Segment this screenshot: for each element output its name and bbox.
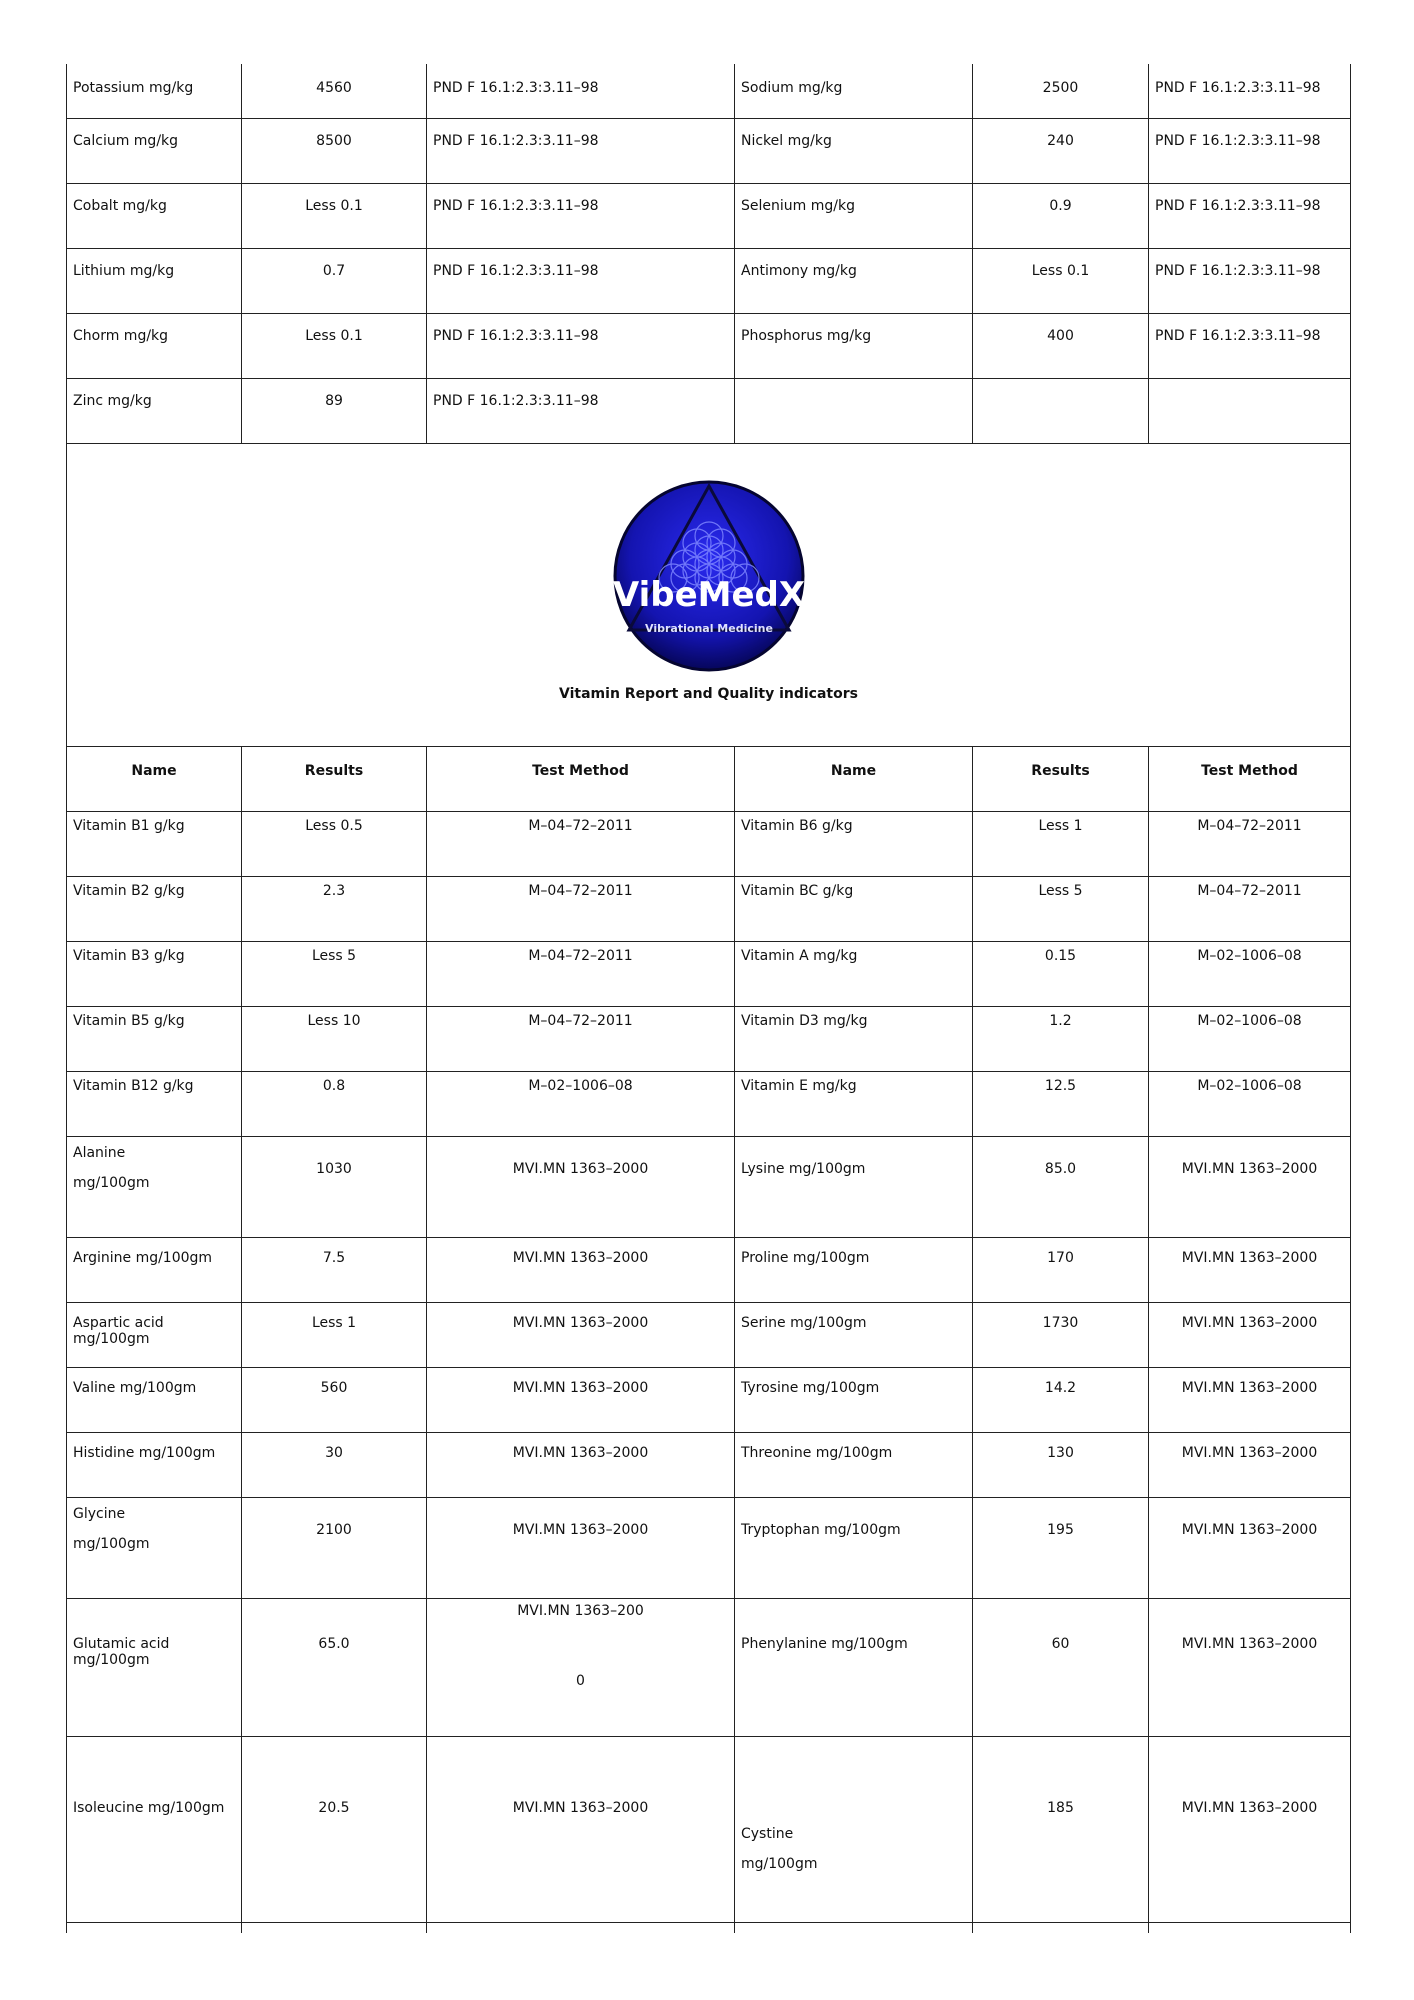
table-row <box>67 1136 1351 1237</box>
cell-result: 30 <box>242 1432 427 1497</box>
cell-method: PND F 16.1:2.3:3.11–98 <box>1149 64 1351 118</box>
amino-result: 185 <box>973 1736 1149 1922</box>
header-test-method: Test Method <box>1149 746 1351 811</box>
cell-method: MVI.MN 1363–2000 <box>1149 1432 1351 1497</box>
header-test-method: Test Method <box>427 746 735 811</box>
table-row <box>67 183 1351 248</box>
cell-method: M–02–1006–08 <box>427 1071 735 1136</box>
cell-name: Vitamin E mg/kg <box>735 1071 973 1136</box>
cell-method: M–02–1006–08 <box>1149 1071 1351 1136</box>
cell-method: M–04–72–2011 <box>427 1006 735 1071</box>
table-row <box>67 1432 1351 1497</box>
cell-method: MVI.MN 1363–2000 <box>427 1367 735 1432</box>
cell-result: 170 <box>973 1237 1149 1302</box>
cell-method: M–04–72–2011 <box>427 876 735 941</box>
cell-result: 130 <box>973 1432 1149 1497</box>
stub-cell <box>735 1922 973 1933</box>
cell-name: Calcium mg/kg <box>67 118 242 183</box>
amino-result: 65.0 <box>242 1598 427 1736</box>
amino-result: 195 <box>973 1497 1149 1598</box>
header-name: Name <box>67 746 242 811</box>
cell-method: MVI.MN 1363–2000 <box>427 1302 735 1367</box>
table-row <box>67 1071 1351 1136</box>
cell-method <box>1149 378 1351 443</box>
cell-result: Less 5 <box>242 941 427 1006</box>
cell-method: M–04–72–2011 <box>427 811 735 876</box>
cell-result: Less 1 <box>242 1302 427 1367</box>
amino-method: MVI.MN 1363–2000 <box>1149 1497 1351 1598</box>
cell-name: Vitamin B6 g/kg <box>735 811 973 876</box>
table-row <box>67 1598 1351 1736</box>
amino-method: MVI.MN 1363–2000 <box>1149 1136 1351 1237</box>
amino-table-body <box>67 1237 1351 1497</box>
stub-cell <box>67 1922 242 1933</box>
cell-result: 7.5 <box>242 1237 427 1302</box>
cell-name: Selenium mg/kg <box>735 183 973 248</box>
cell-name: Threonine mg/100gm <box>735 1432 973 1497</box>
amino-name: Tryptophan mg/100gm <box>735 1497 973 1598</box>
amino-name-cell <box>735 1736 973 1922</box>
table-row <box>67 1237 1351 1302</box>
cell-method: M–04–72–2011 <box>1149 876 1351 941</box>
cell-name: Lithium mg/kg <box>67 248 242 313</box>
cell-name <box>735 378 973 443</box>
cell-result: 0.7 <box>242 248 427 313</box>
cell-name: Valine mg/100gm <box>67 1367 242 1432</box>
cell-method: MVI.MN 1363–2000 <box>1149 1367 1351 1432</box>
amino-table-body <box>67 1136 1351 1237</box>
amino-name: Alanine <box>73 1144 126 1161</box>
amino-name: Lysine mg/100gm <box>735 1136 973 1237</box>
cell-name: Vitamin D3 mg/kg <box>735 1006 973 1071</box>
cell-result: 560 <box>242 1367 427 1432</box>
cell-result: 400 <box>973 313 1149 378</box>
cell-method: M–04–72–2011 <box>1149 811 1351 876</box>
cell-result: 4560 <box>242 64 427 118</box>
cell-name: Proline mg/100gm <box>735 1237 973 1302</box>
table-row <box>67 1497 1351 1598</box>
amino-result: 60 <box>973 1598 1149 1736</box>
logo-tagline-text: Vibrational Medicine <box>644 621 773 635</box>
cell-name: Vitamin B3 g/kg <box>67 941 242 1006</box>
cell-method: PND F 16.1:2.3:3.11–98 <box>427 313 735 378</box>
mineral-table-body <box>67 64 1351 443</box>
cell-result <box>973 378 1149 443</box>
cell-name: Vitamin B2 g/kg <box>67 876 242 941</box>
cell-name: Nickel mg/kg <box>735 118 973 183</box>
amino-method: MVI.MN 1363–2000 <box>427 1136 735 1237</box>
cell-method: MVI.MN 1363–2000 <box>427 1237 735 1302</box>
cell-method: PND F 16.1:2.3:3.11–98 <box>427 378 735 443</box>
amino-name: Phenylanine mg/100gm <box>735 1598 973 1736</box>
amino-method: MVI.MN 1363–2000 <box>1149 1736 1351 1922</box>
cell-method: PND F 16.1:2.3:3.11–98 <box>1149 313 1351 378</box>
cell-name: Vitamin B5 g/kg <box>67 1006 242 1071</box>
cell-result: 0.15 <box>973 941 1149 1006</box>
cell-name: Vitamin B1 g/kg <box>67 811 242 876</box>
header-row <box>67 746 1351 811</box>
amino-name: Isoleucine mg/100gm <box>67 1736 242 1922</box>
cell-method: MVI.MN 1363–2000 <box>427 1432 735 1497</box>
cell-result: 12.5 <box>973 1071 1149 1136</box>
cell-result: 0.9 <box>973 183 1149 248</box>
cell-result: Less 0.1 <box>973 248 1149 313</box>
table-row <box>67 378 1351 443</box>
amino-result: 20.5 <box>242 1736 427 1922</box>
cell-name: Arginine mg/100gm <box>67 1237 242 1302</box>
cell-method: PND F 16.1:2.3:3.11–98 <box>1149 118 1351 183</box>
table-row <box>67 876 1351 941</box>
amino-name: Glutamic acid mg/100gm <box>67 1598 242 1736</box>
stub-cell <box>427 1922 735 1933</box>
amino-method-cell <box>427 1598 735 1736</box>
cell-method: PND F 16.1:2.3:3.11–98 <box>1149 248 1351 313</box>
amino-result: 1030 <box>242 1136 427 1237</box>
cell-method: PND F 16.1:2.3:3.11–98 <box>427 64 735 118</box>
report-title: Vitamin Report and Quality indicators <box>559 685 858 702</box>
cell-method: MVI.MN 1363–2000 <box>1149 1237 1351 1302</box>
cell-result: Less 0.5 <box>242 811 427 876</box>
cell-method: M–02–1006–08 <box>1149 941 1351 1006</box>
cell-result: 2500 <box>973 64 1149 118</box>
logo-row <box>67 443 1351 746</box>
cell-method: M–04–72–2011 <box>427 941 735 1006</box>
cell-result: Less 1 <box>973 811 1149 876</box>
amino-name-cell <box>67 1497 242 1598</box>
amino-unit: mg/100gm <box>741 1855 818 1872</box>
header-results: Results <box>973 746 1149 811</box>
cell-result: Less 0.1 <box>242 183 427 248</box>
amino-name: Cystine <box>741 1825 794 1842</box>
cell-name: Vitamin B12 g/kg <box>67 1071 242 1136</box>
cell-result: 0.8 <box>242 1071 427 1136</box>
cell-name: Sodium mg/kg <box>735 64 973 118</box>
cell-name: Phosphorus mg/kg <box>735 313 973 378</box>
table-row <box>67 313 1351 378</box>
cell-name: Vitamin A mg/kg <box>735 941 973 1006</box>
cell-method: PND F 16.1:2.3:3.11–98 <box>1149 183 1351 248</box>
logo-emblem-icon <box>613 480 805 672</box>
cell-name: Chorm mg/kg <box>67 313 242 378</box>
table-row <box>67 811 1351 876</box>
amino-method: MVI.MN 1363–2000 <box>427 1497 735 1598</box>
cell-result: Less 10 <box>242 1006 427 1071</box>
cell-result: 2.3 <box>242 876 427 941</box>
amino-method-wrap: 0 <box>576 1672 585 1689</box>
amino-unit: mg/100gm <box>73 1535 150 1552</box>
cell-name: Serine mg/100gm <box>735 1302 973 1367</box>
table-row <box>67 1302 1351 1367</box>
table-row-continuation <box>67 1922 1351 1933</box>
cell-method: MVI.MN 1363–2000 <box>1149 1302 1351 1367</box>
table-row <box>67 64 1351 118</box>
cell-method: PND F 16.1:2.3:3.11–98 <box>427 118 735 183</box>
amino-name-cell <box>67 1136 242 1237</box>
amino-method: MVI.MN 1363–2000 <box>427 1736 735 1922</box>
cell-name: Zinc mg/kg <box>67 378 242 443</box>
amino-result: 2100 <box>242 1497 427 1598</box>
logo-cell <box>67 443 1351 746</box>
cell-method: M–02–1006–08 <box>1149 1006 1351 1071</box>
cell-result: 1.2 <box>973 1006 1149 1071</box>
header-name: Name <box>735 746 973 811</box>
table-row <box>67 118 1351 183</box>
amino-name: Glycine <box>73 1505 126 1522</box>
cell-result: Less 0.1 <box>242 313 427 378</box>
amino-table-body <box>67 1497 1351 1933</box>
report-table <box>66 64 1351 1933</box>
table-row <box>67 1367 1351 1432</box>
table-row <box>67 248 1351 313</box>
cell-result: 89 <box>242 378 427 443</box>
cell-name: Histidine mg/100gm <box>67 1432 242 1497</box>
vitamin-table-body <box>67 811 1351 1136</box>
cell-name: Vitamin BC g/kg <box>735 876 973 941</box>
table-row <box>67 941 1351 1006</box>
cell-method: PND F 16.1:2.3:3.11–98 <box>427 248 735 313</box>
cell-result: 14.2 <box>973 1367 1149 1432</box>
table-row <box>67 1736 1351 1922</box>
cell-result: 8500 <box>242 118 427 183</box>
logo-brand-text: VibeMedX <box>612 574 805 615</box>
cell-result: 1730 <box>973 1302 1149 1367</box>
cell-name: Potassium mg/kg <box>67 64 242 118</box>
amino-method: MVI.MN 1363–200 <box>517 1602 644 1619</box>
stub-cell <box>973 1922 1149 1933</box>
amino-method: MVI.MN 1363–2000 <box>1149 1598 1351 1736</box>
report-page <box>66 64 1350 1933</box>
amino-result: 85.0 <box>973 1136 1149 1237</box>
cell-result: Less 5 <box>973 876 1149 941</box>
cell-method: PND F 16.1:2.3:3.11–98 <box>427 183 735 248</box>
stub-cell <box>242 1922 427 1933</box>
cell-name: Aspartic acid mg/100gm <box>67 1302 242 1367</box>
cell-name: Cobalt mg/kg <box>67 183 242 248</box>
header-results: Results <box>242 746 427 811</box>
cell-result: 240 <box>973 118 1149 183</box>
vibemedx-logo <box>613 480 805 672</box>
stub-cell <box>1149 1922 1351 1933</box>
table-row <box>67 1006 1351 1071</box>
cell-name: Antimony mg/kg <box>735 248 973 313</box>
amino-unit: mg/100gm <box>73 1174 150 1191</box>
cell-name: Tyrosine mg/100gm <box>735 1367 973 1432</box>
